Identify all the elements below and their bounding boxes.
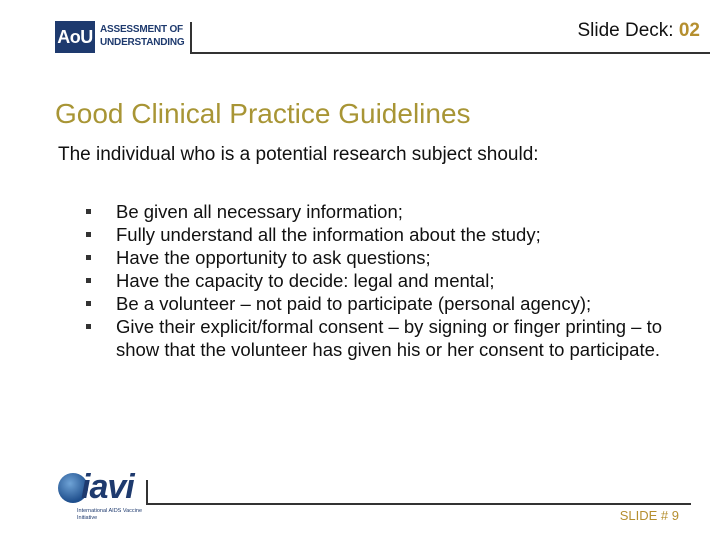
bullet-item: Be given all necessary information; bbox=[86, 200, 676, 223]
footer-divider-vertical bbox=[146, 480, 148, 505]
bullet-list bbox=[86, 200, 676, 361]
aou-logo bbox=[55, 21, 185, 55]
bullet-item: Be a volunteer – not paid to participate (personal agency); bbox=[86, 292, 676, 315]
footer-divider-horizontal bbox=[146, 503, 691, 505]
bullet-marker-icon bbox=[86, 301, 91, 306]
bullet-marker-icon bbox=[86, 278, 91, 283]
bullet-item: Give their explicit/formal consent – by signing or finger printing – to show that the volunteer has given his or her consent to participate. bbox=[86, 315, 676, 361]
aou-logo-line1: ASSESSMENT OF bbox=[100, 24, 183, 35]
slide-deck-text: Slide Deck: bbox=[577, 20, 674, 41]
bullet-marker-icon bbox=[86, 255, 91, 260]
bullet-marker-icon bbox=[86, 209, 91, 214]
iavi-logo bbox=[55, 468, 143, 530]
header-divider-vertical bbox=[190, 22, 192, 54]
aou-logo-abbrev: AoU bbox=[55, 21, 95, 53]
header-divider-horizontal bbox=[190, 52, 710, 54]
bullet-marker-icon bbox=[86, 324, 91, 329]
aou-logo-line2: UNDERSTANDING bbox=[100, 37, 185, 48]
aou-logo-text bbox=[100, 23, 184, 49]
bullet-marker-icon bbox=[86, 232, 91, 237]
bullet-item: Have the capacity to decide: legal and mental; bbox=[86, 269, 676, 292]
iavi-logo-word: iavi bbox=[81, 468, 134, 506]
slide-title: Good Clinical Practice Guidelines bbox=[55, 98, 471, 129]
slide-deck-number: 02 bbox=[678, 20, 700, 41]
bullet-item: Have the opportunity to ask questions; bbox=[86, 246, 676, 269]
slide-number: SLIDE # 9 bbox=[619, 508, 679, 523]
bullet-item: Fully understand all the information about the study; bbox=[86, 223, 676, 246]
slide-intro: The individual who is a potential research subject should: bbox=[58, 144, 539, 165]
iavi-logo-subtitle: International AIDS Vaccine Initiative bbox=[77, 508, 143, 521]
slide-deck-label bbox=[577, 20, 700, 42]
